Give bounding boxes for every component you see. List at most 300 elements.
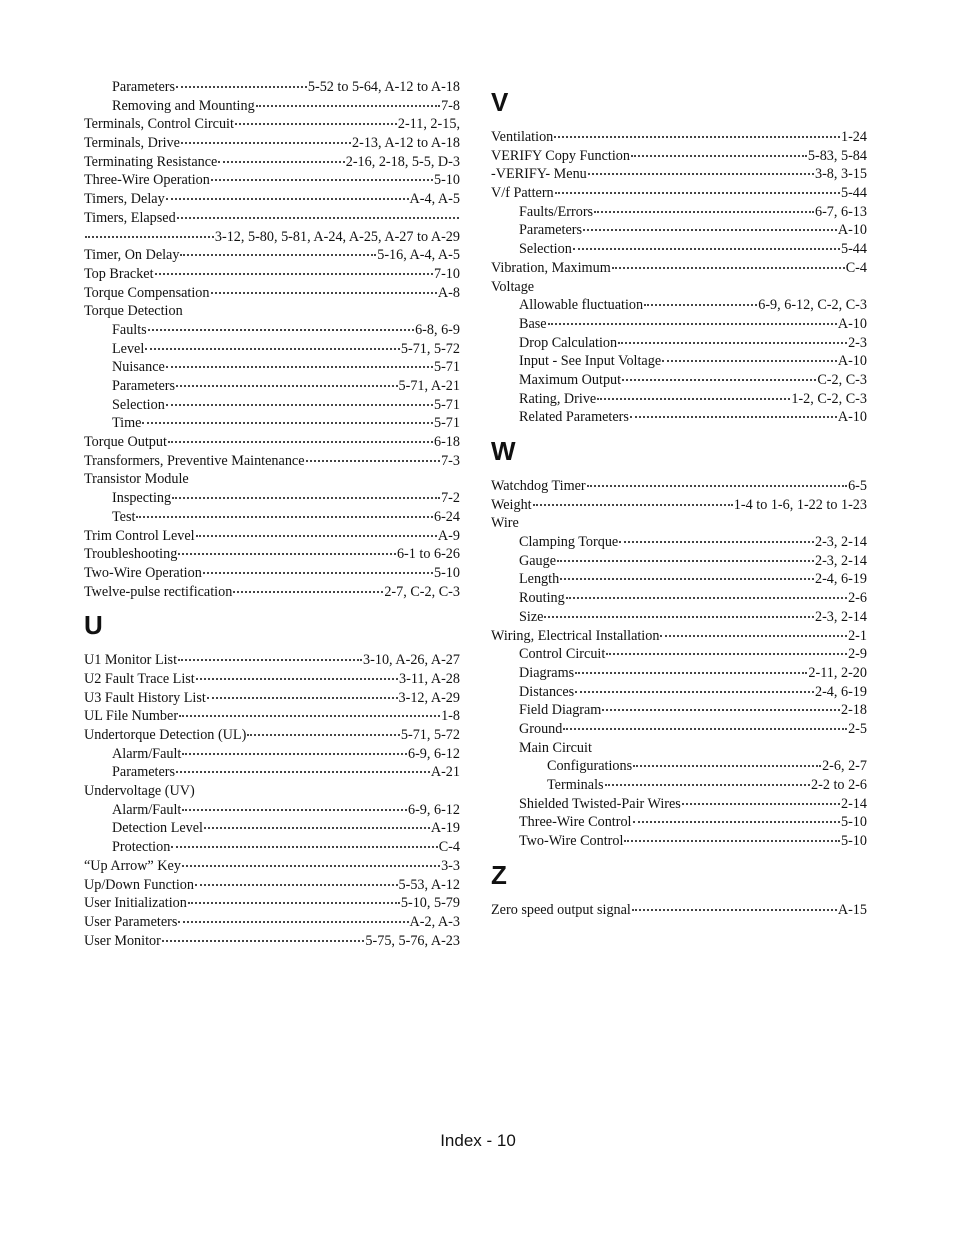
index-entry [84,913,460,932]
dot-leader [176,384,397,387]
dot-leader [166,403,433,406]
entry-label: Drop Calculation [519,334,618,351]
entry-label: UL File Number [84,708,179,725]
dot-leader [180,253,376,256]
entry-pages: 7-2 [441,490,460,507]
entry-label: Timer, On Delay [84,247,180,264]
entry-pages: 2-11, 2-20 [808,664,867,681]
entry-label: Up/Down Function [84,876,194,893]
index-subentry [491,795,867,814]
entry-pages: A-10 [837,315,867,332]
index-entry [84,707,460,726]
entry-label: Parameters [112,378,176,394]
dot-leader [211,178,433,181]
entry-label: Nuisance [112,359,165,376]
entry-pages: 6-9, 6-12 [407,801,460,818]
index-entry [84,284,460,303]
index-column-left [84,78,460,950]
index-subentry [491,296,867,315]
entry-pages: 2-13, A-12 to A-18 [352,135,460,152]
dot-leader [204,826,430,829]
dot-leader [235,122,397,125]
entry-label: Detection Level [112,820,203,837]
dot-leader [563,727,847,730]
index-entry [491,627,867,646]
entry-pages: 3-8, 3-15 [814,166,867,183]
entry-pages: 1-8 [441,708,460,725]
dot-leader [682,802,840,805]
dot-leader [605,783,811,786]
index-entry [84,932,460,951]
entry-pages: 1-24 [840,129,867,145]
entry-pages: 6-9, 6-12, C-2, C-3 [758,297,867,314]
dot-leader [203,571,433,574]
dot-leader [633,820,840,823]
dot-leader [196,677,398,680]
entry-pages: 5-10 [433,564,460,581]
entry-pages: 2-16, 2-18, 5-5, D-3 [345,153,460,170]
entry-pages: C-4 [845,259,867,276]
index-entry [84,782,460,801]
index-subentry [491,552,867,571]
dot-leader [182,808,407,811]
entry-label: Torque Compensation [84,284,210,301]
index-entry [84,876,460,895]
entry-pages: 2-4, 6-19 [814,571,867,588]
entry-pages: 2-6, 2-7 [822,758,867,775]
dot-leader [533,503,733,506]
entry-label: Removing and Mounting [112,97,255,114]
entry-label: User Parameters [84,913,178,930]
index-subentry [491,334,867,353]
section-letter-v: V [491,87,509,117]
dot-leader [188,901,400,904]
dot-leader [662,359,837,362]
index-subentry [491,240,867,259]
dot-leader [166,365,433,368]
index-entry [84,857,460,876]
index-entry [84,209,460,228]
dot-leader [573,247,840,250]
entry-pages: 1-4 to 1-6, 1-22 to 1-23 [733,496,867,513]
dot-leader [555,191,840,194]
index-subentry [491,813,867,832]
entry-pages: 6-8, 6-9 [415,321,460,338]
index-entry [491,165,867,184]
index-subentry [84,819,460,838]
dot-leader [218,160,344,163]
entry-pages: 7-3 [441,452,460,469]
index-subentry [84,377,460,396]
dot-leader [612,266,845,269]
entry-pages: 6-1 to 6-26 [396,546,460,563]
entry-label: “Up Arrow” Key [84,857,181,874]
entry-label: User Initialization [84,895,187,912]
entry-label: Terminals, Control Circuit [84,116,234,133]
entry-pages: A-8 [437,284,460,301]
entry-label: Transformers, Preventive Maintenance [84,452,305,469]
index-entry [84,171,460,190]
entry-pages: 5-71, 5-72 [400,727,460,743]
entry-label: Undertorque Detection (UL) [84,727,247,743]
index-subentry [84,801,460,820]
entry-label: Zero speed output signal [491,901,631,918]
section-letter-z: Z [491,859,507,890]
entry-label: Parameters [112,764,176,781]
dot-leader [256,104,440,107]
dot-leader [172,496,440,499]
index-entry [84,726,460,745]
entry-label: Time [112,415,142,432]
entry-label: Inspecting [112,490,172,507]
dot-leader [207,696,398,699]
index-subentry [84,97,460,116]
entry-pages: 3-12, A-29 [398,689,460,706]
index-entry [84,433,460,452]
entry-label: Undervoltage (UV) [84,783,195,800]
dot-leader [606,652,847,655]
entry-pages: 5-10 [433,172,460,189]
index-entry [84,452,460,471]
index-subentry [491,352,867,371]
dot-leader [630,415,837,418]
entry-pages: 7-10 [433,265,460,282]
entry-pages: A-15 [837,901,867,918]
entry-label: Rating, Drive [519,390,597,407]
dot-leader [178,920,408,923]
index-subentry [84,763,460,782]
dot-leader [624,839,840,842]
entry-pages: C-2, C-3 [817,371,867,388]
entry-pages: 5-10 [840,833,867,850]
entry-label: Maximum Output [519,371,622,388]
entry-label: Diagrams [519,664,575,681]
dot-leader [544,615,814,618]
dot-leader [155,272,433,275]
index-entry [84,265,460,284]
index-entry [491,147,867,166]
index-entry [84,470,460,489]
index-entry [84,545,460,564]
entry-pages: C-4 [438,839,460,856]
entry-label: Torque Detection [84,303,183,320]
index-entry [491,128,867,147]
entry-label: Two-Wire Control [519,833,624,850]
index-subentry [491,832,867,851]
entry-label: Main Circuit [519,739,592,756]
entry-pages: 2-3, 2-14 [814,552,867,569]
entry-label: User Monitor [84,932,161,949]
index-subentry [491,533,867,552]
index-entry [84,670,460,689]
entry-pages: 6-24 [433,508,460,525]
dot-leader [597,397,790,400]
dot-leader [211,291,437,294]
entry-pages: 2-6 [848,590,867,607]
dot-leader [575,690,814,693]
index-subentry [491,315,867,334]
index-subentry [491,776,867,795]
dot-leader [306,459,441,462]
index-subentry [491,683,867,702]
dot-leader [560,577,814,580]
index-entry [84,527,460,546]
entry-label: U1 Monitor List [84,652,178,669]
entry-pages: 5-10, 5-79 [400,895,460,912]
entry-label: Ventilation [491,129,554,145]
dot-leader [176,770,430,773]
index-subentry [491,203,867,222]
entry-label: Top Bracket [84,265,154,282]
index-subentry [84,489,460,508]
entry-label: Twelve-pulse rectification [84,583,233,600]
entry-pages: A-19 [430,820,460,837]
entry-label: Parameters [519,222,583,239]
entry-pages: 2-3 [848,334,867,351]
entry-label: Transistor Module [84,471,189,488]
index-column-right [491,78,867,919]
index-subentry [491,608,867,627]
index-entry [84,689,460,708]
entry-label: Watchdog Timer [491,478,586,494]
entry-label: Alarm/Fault [112,745,182,762]
entry-pages: 2-18 [840,702,867,719]
index-subentry [84,340,460,359]
entry-pages: 5-16, A-4, A-5 [377,247,460,264]
page-number: Index - 10 [440,1131,516,1150]
index-subentry [84,396,460,415]
entry-label: Two-Wire Operation [84,564,202,581]
dot-leader [178,552,396,555]
section-letter-w: W [491,436,516,466]
index-subentry [491,371,867,390]
entry-pages: 5-75, 5-76, A-23 [365,932,460,949]
entry-label: Allowable fluctuation [519,297,644,314]
entry-pages: 5-71 [433,415,460,432]
index-subentry [84,745,460,764]
dot-leader [233,590,383,593]
entry-pages: 2-11, 2-15, [397,116,460,133]
entry-label: Parameters [112,79,176,95]
entry-label: Ground [519,720,563,737]
dot-leader [566,596,847,599]
entry-pages: 3-11, A-28 [399,670,460,687]
index-subentry [491,701,867,720]
dot-leader [178,658,362,661]
entry-label: Timers, Delay [84,191,165,208]
entry-pages: 3-3 [441,857,460,874]
entry-pages: A-10 [837,409,867,426]
entry-label: Alarm/Fault [112,801,182,818]
entry-label: -VERIFY- Menu [491,166,587,183]
entry-label: Input - See Input Voltage [519,353,662,370]
entry-pages: 5-71, A-21 [398,378,460,394]
dot-leader [587,484,847,487]
entry-label: Timers, Elapsed [84,209,176,226]
index-entry [491,477,867,496]
entry-label: Size [519,608,544,625]
entry-label: Terminating Resistance [84,153,218,170]
entry-label: Selection [112,396,165,413]
dot-leader [85,235,214,238]
index-entry [491,259,867,278]
entry-label: Field Diagram [519,702,602,719]
entry-pages: A-21 [430,764,460,781]
dot-leader [182,752,407,755]
entry-pages: A-2, A-3 [409,913,460,930]
entry-pages: A-4, A-5 [409,191,460,208]
entry-pages: A-10 [837,353,867,370]
entry-pages: 2-4, 6-19 [814,683,867,700]
index-entry [84,246,460,265]
entry-pages: 1-2, C-2, C-3 [791,390,867,407]
index-subentry [84,508,460,527]
entry-label: Length [519,571,560,588]
index-subentry [491,664,867,683]
entry-pages: 3-10, A-26, A-27 [363,652,460,669]
entry-pages: 6-9, 6-12 [407,745,460,762]
index-subentry [84,358,460,377]
entry-label: Three-Wire Operation [84,172,210,189]
dot-leader [166,197,409,200]
index-subentry [84,321,460,340]
entry-label: Faults [112,321,147,338]
dot-leader [588,172,814,175]
entry-label: U2 Fault Trace List [84,670,195,687]
entry-pages: 5-71, 5-72 [400,340,460,357]
dot-leader [195,883,398,886]
dot-leader [619,540,814,543]
index-subentry [491,720,867,739]
dot-leader [177,216,459,219]
entry-pages: 5-44 [840,241,867,258]
entry-pages: 2-9 [848,646,867,663]
dot-leader [594,210,814,213]
index-subentry [491,570,867,589]
dot-leader [171,845,437,848]
dot-leader [548,322,837,325]
entry-pages: 7-8 [441,97,460,114]
index-entry [84,583,460,602]
index-subentry [491,390,867,409]
entry-label: Protection [112,839,171,856]
entry-label: Weight [491,496,532,513]
dot-leader [575,671,807,674]
entry-pages: 5-10 [840,814,867,831]
index-entry [491,278,867,297]
dot-leader [145,347,400,350]
entry-pages: 3-12, 5-80, 5-81, A-24, A-25, A-27 to A-29 [214,228,460,245]
entry-label: Routing [519,590,565,607]
dot-leader [182,864,440,867]
entry-label: Selection [519,241,572,258]
dot-leader [644,303,757,306]
entry-pages: 2-7, C-2, C-3 [384,583,460,600]
entry-label: Troubleshooting [84,546,178,563]
entry-pages: 2-14 [840,795,867,812]
dot-leader [660,634,847,637]
index-entry [84,153,460,172]
entry-pages: 6-5 [848,478,867,494]
dot-leader [168,440,433,443]
index-entry [84,302,460,321]
entry-label: VERIFY Copy Function [491,147,630,164]
entry-label: Three-Wire Control [519,814,632,831]
index-entry [84,190,460,209]
index-entry [84,651,460,670]
dot-leader [622,378,816,381]
index-entry [84,134,460,153]
entry-pages: 5-71 [433,359,460,376]
entry-pages: 2-2 to 2-6 [811,777,867,793]
entry-label: Wiring, Electrical Installation [491,627,660,644]
index-entry [84,894,460,913]
index-subentry [84,78,460,97]
entry-label: Configurations [547,758,633,775]
entry-label: Torque Output [84,434,167,451]
dot-leader [136,515,433,518]
index-entry [84,228,460,247]
dot-leader [631,154,807,157]
entry-label: Terminals, Drive [84,135,180,152]
entry-label: Base [519,315,547,332]
index-subentry [491,645,867,664]
entry-label: Control Circuit [519,646,606,663]
index-subentry [491,739,867,758]
section-letter-u: U [84,610,103,641]
entry-pages: 2-3, 2-14 [814,534,867,551]
entry-pages: 6-18 [433,434,460,451]
entry-label: Level [112,340,145,357]
dot-leader [176,85,307,88]
dot-leader [148,328,414,331]
entry-label: Test [112,508,136,525]
dot-leader [557,559,814,562]
entry-pages: 5-71 [433,396,460,413]
index-subentry [84,414,460,433]
index-entry [491,184,867,203]
entry-label: U3 Fault History List [84,689,206,706]
index-entry [84,115,460,134]
dot-leader [181,141,351,144]
entry-label: Trim Control Level [84,527,195,544]
entry-label: Faults/Errors [519,203,594,220]
entry-pages: 5-44 [840,185,867,202]
index-subentry [491,221,867,240]
index-entry [491,901,867,920]
index-subentry [491,757,867,776]
entry-pages: 2-3, 2-14 [814,608,867,625]
index-entry [491,496,867,515]
entry-label: Vibration, Maximum [491,259,611,276]
index-subentry [491,589,867,608]
entry-label: Terminals [547,777,604,793]
entry-pages: 2-5 [848,720,867,737]
entry-label: Voltage [491,278,535,295]
entry-pages: A-9 [437,527,460,544]
dot-leader [142,421,433,424]
entry-pages: 2-1 [848,627,867,644]
index-entry [84,564,460,583]
entry-label: Wire [491,515,519,532]
dot-leader [162,939,365,942]
entry-pages: 6-7, 6-13 [814,203,867,220]
index-subentry [84,838,460,857]
dot-leader [633,764,821,767]
dot-leader [196,534,437,537]
entry-label: Gauge [519,552,557,569]
entry-label: Shielded Twisted-Pair Wires [519,795,681,812]
